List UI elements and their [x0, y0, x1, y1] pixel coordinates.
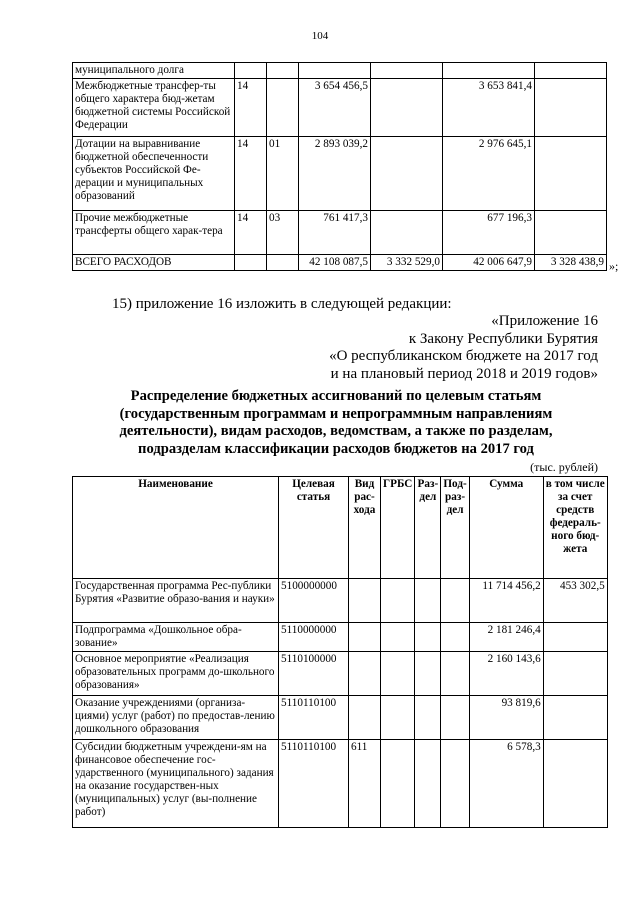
- sum-cell: 93 819,6: [469, 696, 543, 740]
- section-cell: [415, 652, 441, 696]
- amount-cell: [535, 211, 607, 255]
- section-cell: 14: [235, 211, 267, 255]
- amount-cell: 2 893 039,2: [299, 137, 371, 211]
- section-cell: [415, 579, 441, 623]
- amount-cell: 761 417,3: [299, 211, 371, 255]
- sum-cell: 6 578,3: [469, 740, 543, 828]
- amount-cell: [443, 63, 535, 79]
- amount-cell: 3 328 438,9: [535, 255, 607, 271]
- header-target-article: Целевая статья: [279, 477, 349, 579]
- federal-cell: [543, 740, 607, 828]
- kind-cell: 611: [349, 740, 381, 828]
- heading-line: деятельности), видам расходов, ведомствам, а также по разделам,: [119, 423, 553, 439]
- amount-cell: [371, 137, 443, 211]
- subsection-cell: 03: [267, 211, 299, 255]
- subsection-cell: [441, 623, 469, 652]
- page-number: 104: [311, 30, 329, 42]
- subsection-cell: [267, 255, 299, 271]
- kind-cell: [349, 696, 381, 740]
- subsection-cell: [267, 79, 299, 137]
- row-name-cell: Дотации на выравнивание бюджетной обеспеченности субъектов Российской Фе-дерации и муниципальных образований: [73, 137, 235, 211]
- kind-cell: [349, 623, 381, 652]
- expenditure-table-continuation: [72, 62, 607, 271]
- row-name-cell: ВСЕГО РАСХОДОВ: [73, 255, 235, 271]
- header-section: Раз-дел: [415, 477, 441, 579]
- sum-cell: 2 181 246,4: [469, 623, 543, 652]
- amount-cell: 677 196,3: [443, 211, 535, 255]
- table-row: [73, 79, 607, 137]
- subsection-cell: [441, 696, 469, 740]
- appendix-line: и на плановый период 2018 и 2019 годов»: [330, 365, 598, 382]
- table-row: [73, 696, 608, 740]
- target-cell: 5110110100: [279, 740, 349, 828]
- federal-cell: 453 302,5: [543, 579, 607, 623]
- table-row: [73, 63, 607, 79]
- document-heading: [72, 388, 600, 458]
- header-subsection: Под-раз-дел: [441, 477, 469, 579]
- table-row: [73, 211, 607, 255]
- row-name-cell: Субсидии бюджетным учреждени-ям на финансовое обеспечение гос-ударственного (муниципального) задания на оказание государствен-ных (муниципальных) услуг (вы-полнение работ): [73, 740, 279, 828]
- row-name-cell: муниципального долга: [73, 63, 235, 79]
- row-name-cell: Оказание учреждениями (организа-циями) услуг (работ) по предостав-лению дошкольного образования: [73, 696, 279, 740]
- section-cell: [415, 696, 441, 740]
- header-grbs: ГРБС: [381, 477, 415, 579]
- federal-cell: [543, 696, 607, 740]
- table-row: [73, 623, 608, 652]
- amount-cell: 2 976 645,1: [443, 137, 535, 211]
- row-name-cell: Подпрограмма «Дошкольное обра-зование»: [73, 623, 279, 652]
- section-cell: [415, 740, 441, 828]
- row-name-cell: Государственная программа Рес-публики Бурятия «Развитие образо-вания и науки»: [73, 579, 279, 623]
- federal-cell: [543, 623, 607, 652]
- header-expense-kind: Вид рас-хода: [349, 477, 381, 579]
- budget-allocation-table: [72, 476, 608, 828]
- row-name-cell: Межбюджетные трансфер-ты общего характера бюд-жетам бюджетной системы Российской Федерации: [73, 79, 235, 137]
- federal-cell: [543, 652, 607, 696]
- kind-cell: [349, 579, 381, 623]
- heading-line: (государственным программам и непрограммным направлениям: [119, 405, 553, 422]
- amount-cell: 42 108 087,5: [299, 255, 371, 271]
- table-row: [73, 579, 608, 623]
- appendix-line: к Закону Республики Бурятия: [408, 330, 598, 347]
- amount-cell: [299, 63, 371, 79]
- grbs-cell: [381, 579, 415, 623]
- target-cell: 5110100000: [279, 652, 349, 696]
- closing-quote: »;: [609, 259, 619, 273]
- kind-cell: [349, 652, 381, 696]
- section-cell: [415, 623, 441, 652]
- section-cell: 14: [235, 137, 267, 211]
- appendix-reference: [329, 313, 598, 383]
- grbs-cell: [381, 740, 415, 828]
- grbs-cell: [381, 652, 415, 696]
- header-federal-share: в том числе за счет средств федераль-ного бюд-жета: [543, 477, 607, 579]
- header-sum: Сумма: [469, 477, 543, 579]
- sum-cell: 2 160 143,6: [469, 652, 543, 696]
- amount-cell: [535, 63, 607, 79]
- grbs-cell: [381, 696, 415, 740]
- amount-cell: [535, 79, 607, 137]
- row-name-cell: Основное мероприятие «Реализация образовательных программ до-школьного образования»: [73, 652, 279, 696]
- heading-line: подразделам классификации расходов бюджетов на 2017 год: [138, 440, 534, 457]
- amount-cell: [371, 211, 443, 255]
- amount-cell: [371, 63, 443, 79]
- header-name: Наименование: [73, 477, 279, 579]
- row-name-cell: Прочие межбюджетные трансферты общего харак-тера: [73, 211, 235, 255]
- subsection-cell: [441, 652, 469, 696]
- subsection-cell: [267, 63, 299, 79]
- subsection-cell: [441, 579, 469, 623]
- amount-cell: 42 006 647,9: [443, 255, 535, 271]
- section-cell: [235, 255, 267, 271]
- grbs-cell: [381, 623, 415, 652]
- section-cell: [235, 63, 267, 79]
- amount-cell: 3 332 529,0: [371, 255, 443, 271]
- table-header-row: [73, 477, 608, 579]
- amount-cell: [535, 137, 607, 211]
- heading-line: Распределение бюджетных ассигнований по целевым статьям: [130, 388, 542, 404]
- target-cell: 5110110100: [279, 696, 349, 740]
- units-label: (тыс. рублей): [530, 460, 598, 474]
- table-row: [73, 652, 608, 696]
- target-cell: 5100000000: [279, 579, 349, 623]
- table-row: [73, 137, 607, 211]
- appendix-line: «Приложение 16: [491, 313, 598, 329]
- table-row: [73, 740, 608, 828]
- sum-cell: 11 714 456,2: [469, 579, 543, 623]
- section-cell: 14: [235, 79, 267, 137]
- amendment-item: 15) приложение 16 изложить в следующей редакции:: [112, 296, 452, 312]
- amount-cell: [371, 79, 443, 137]
- subsection-cell: [441, 740, 469, 828]
- amount-cell: 3 654 456,5: [299, 79, 371, 137]
- subsection-cell: 01: [267, 137, 299, 211]
- total-row: [73, 255, 607, 271]
- amount-cell: 3 653 841,4: [443, 79, 535, 137]
- appendix-line: «О республиканском бюджете на 2017 год: [329, 348, 598, 364]
- target-cell: 5110000000: [279, 623, 349, 652]
